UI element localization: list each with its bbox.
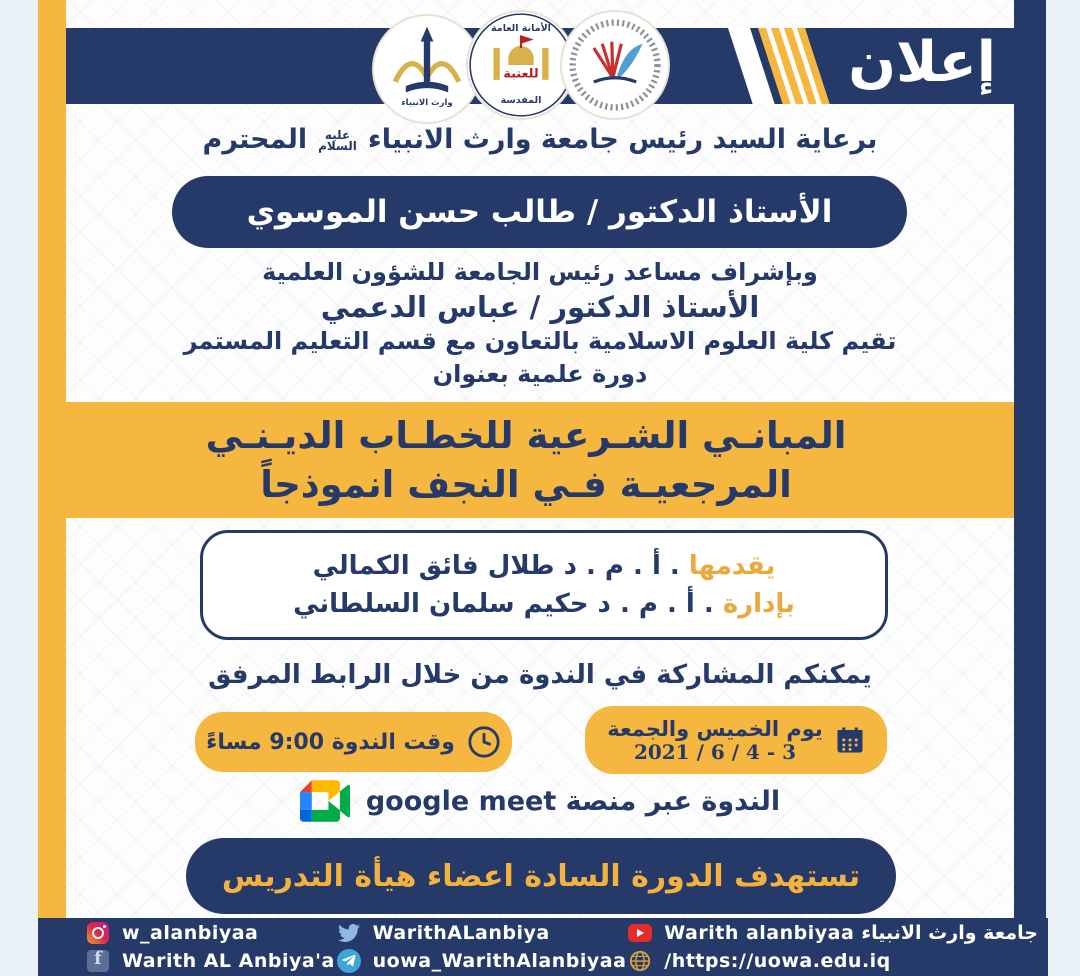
footer-col-right: [628, 921, 1038, 973]
event-date: 2021 / 6 / 4 - 3: [633, 740, 797, 764]
youtube-handle: Warith alanbiyaa جامعة وارث الانبياء: [664, 922, 1038, 944]
telegram-item[interactable]: [337, 949, 627, 973]
instagram-icon: [86, 921, 110, 945]
course-title-line1: المبانـي الشـرعية للخطـاب الديـنـي: [205, 414, 847, 457]
event-days: يوم الخميس والجمعة: [607, 717, 823, 741]
youtube-icon: [628, 921, 652, 945]
right-accent-stripe: [1014, 0, 1046, 918]
university-logo-caption: وارث الانبياء: [401, 97, 453, 108]
platform-row: [66, 780, 1014, 822]
president-name-banner: [172, 176, 907, 248]
honorific-mark: عليه السلام: [318, 127, 357, 153]
organizer-line: تقيم كلية العلوم الاسلامية بالتعاون مع قسم التعليم المستمر: [183, 327, 897, 355]
footer-col-left: [86, 921, 335, 973]
shrine-logo: [468, 12, 574, 118]
website-url: /https://uowa.edu.iq: [664, 950, 891, 972]
shrine-logo-bottom-text: المقدسة: [500, 95, 542, 107]
telegram-handle: uowa_WarithAlanbiyaa: [372, 950, 627, 972]
globe-icon: [628, 949, 652, 973]
time-badge: [195, 712, 512, 772]
facebook-item[interactable]: [86, 949, 335, 973]
president-name: الأستاذ الدكتور / طالب حسن الموسوي: [246, 194, 833, 230]
clock-icon: [467, 725, 501, 759]
presenter-name: . أ . م . د طلال فائق الكمالي: [312, 551, 689, 581]
university-logo: [374, 16, 480, 122]
date-badge: [585, 706, 887, 774]
footer-col-middle: [337, 921, 627, 973]
instagram-item[interactable]: [86, 921, 335, 945]
facebook-icon: [86, 949, 110, 973]
website-item[interactable]: [628, 949, 1038, 973]
announcement-title: إعلان: [848, 30, 996, 95]
google-meet-icon: [300, 780, 350, 822]
patronage-suffix: المحترم: [202, 124, 308, 155]
calendar-icon: [835, 725, 865, 755]
presenter-label: يقدمها: [688, 551, 776, 581]
patronage-line: [66, 124, 1014, 155]
course-title-band: [38, 402, 1014, 518]
youtube-item[interactable]: [628, 921, 1038, 945]
presenters-box: [200, 530, 888, 640]
course-title-line2: المرجعيـة فـي النجف انموذجاً: [260, 463, 792, 506]
moderator-line: [293, 589, 795, 619]
supervision-line: وبإشراف مساعد رئيس الجامعة للشؤون العلمية: [262, 258, 818, 286]
shrine-logo-center-text: للعتبة: [503, 65, 539, 81]
patronage-text: برعاية السيد رئيس جامعة وارث الانبياء: [367, 124, 878, 155]
twitter-handle: WarithALanbiya: [372, 922, 550, 944]
twitter-icon: [337, 921, 361, 945]
twitter-item[interactable]: [337, 921, 627, 945]
facebook-handle: Warith AL Anbiya'a: [122, 950, 335, 972]
course-intro-line: دورة علمية بعنوان: [432, 360, 648, 388]
event-time: وقت الندوة 9:00 مساءً: [206, 729, 455, 755]
presenter-line: [313, 551, 776, 581]
moderator-label: بإدارة: [722, 589, 795, 619]
assistant-name: الأستاذ الدكتور / عباس الدعمي: [320, 290, 760, 324]
platform-text: الندوة عبر منصة google meet: [365, 785, 781, 817]
target-audience-banner: تستهدف الدورة السادة اعضاء هيأة التدريس: [186, 838, 896, 914]
instagram-handle: w_alanbiyaa: [122, 922, 259, 944]
footer-bar: [38, 918, 1048, 976]
telegram-icon: [337, 949, 361, 973]
participation-line: يمكنكم المشاركة في الندوة من خلال الرابط المرفق: [208, 660, 872, 690]
ministry-logo: [562, 12, 668, 118]
shrine-logo-top-text: الأمانة العامة: [491, 23, 551, 35]
moderator-name: . أ . م . د حكيم سلمان السلطاني: [293, 589, 723, 619]
